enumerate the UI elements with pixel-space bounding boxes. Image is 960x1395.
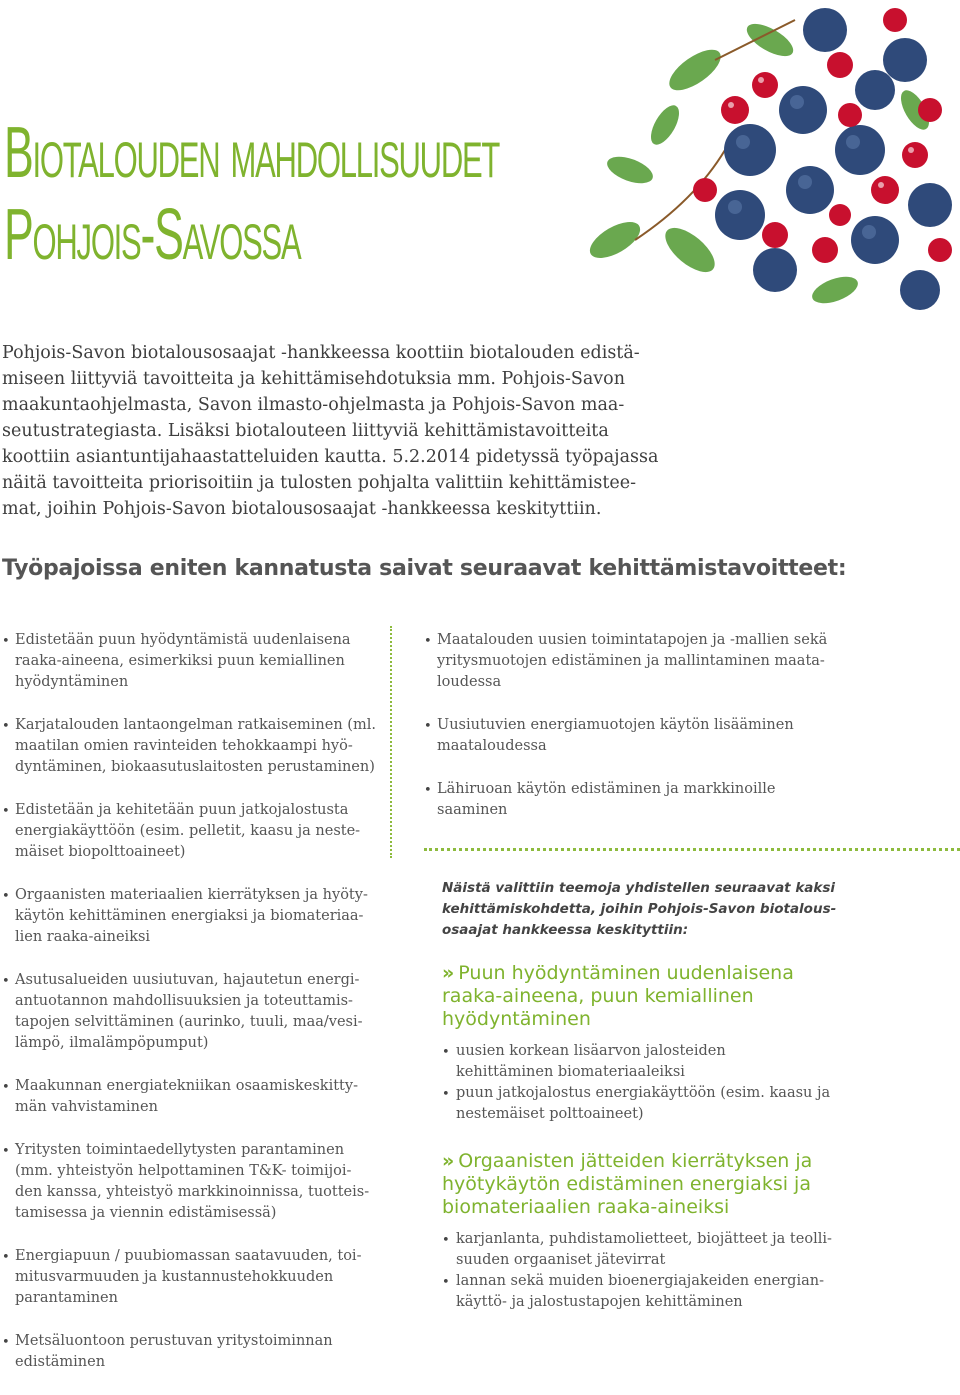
focus-area-wood [442, 962, 942, 1125]
conclusion-line: Näistä valittiin teemoja yhdistellen seuraavat kaksi [442, 880, 836, 896]
intro-line: näitä tavoitteita priorisoitiin ja tulosten pohjalta valittiin kehittämistee- [2, 473, 637, 493]
focus-title-text: Puun hyödyntäminen uudenlaisena [458, 962, 794, 984]
list-item-line: lien raaka-aineiksi [15, 929, 151, 945]
intro-line: mat, joihin Pohjois-Savon biotalousosaajat -hankkeessa keskityttiin. [2, 499, 602, 519]
list-item-line: Maakunnan energiatekniikan osaamiskeskitty- [15, 1078, 358, 1094]
intro-line: Pohjois-Savon biotalousosaajat -hankkeessa koottiin biotalouden edistä- [2, 343, 640, 363]
list-item-line: edistäminen [15, 1354, 106, 1370]
bullet-icon: • [442, 1233, 450, 1248]
bullet-icon: • [2, 1250, 10, 1265]
list-item-line: puun jatkojalostus energiakäyttöön (esim. kaasu ja [456, 1085, 831, 1101]
list-item-line: käyttö- ja jalostustapojen kehittäminen [456, 1294, 743, 1310]
list-item-line: saaminen [437, 802, 508, 818]
page-title [4, 112, 499, 276]
focus-title-line [442, 1173, 942, 1196]
list-item-line: hyödyntäminen [15, 674, 129, 690]
list-item-line: energiakäyttöön (esim. pelletit, kaasu ja neste- [15, 823, 361, 839]
list-item-line: tapojen selvittäminen (aurinko, tuuli, maa/vesi- [15, 1014, 363, 1030]
focus-title-line [442, 962, 942, 985]
section-divider [424, 848, 960, 851]
list-item-line: den kanssa, yhteistyö markkinoinnissa, tuotteis- [15, 1184, 370, 1200]
bullet-icon: • [2, 974, 10, 989]
list-item-line: käytön kehittäminen energiaksi ja biomateriaa- [15, 908, 364, 924]
bullet-icon: • [2, 1144, 10, 1159]
bullet-icon: • [442, 1087, 450, 1102]
intro-line: maakuntaohjelmasta, Savon ilmasto-ohjelmasta ja Pohjois-Savon maa- [2, 395, 625, 415]
list-item-line: raaka-aineena, esimerkiksi puun kemiallinen [15, 653, 345, 669]
list-item-line: Uusiutuvien energiamuotojen käytön lisääminen [437, 717, 794, 733]
conclusion-line: osaajat hankkeessa keskityttiin: [442, 922, 689, 938]
list-item-line: uusien korkean lisäarvon jalosteiden [456, 1043, 726, 1059]
bullet-icon: • [442, 1275, 450, 1290]
list-item-line: parantaminen [15, 1290, 118, 1306]
list-item-line: yritysmuotojen edistäminen ja mallintaminen maata- [437, 653, 825, 669]
focus-area-title [442, 1150, 942, 1219]
list-item-line: Orgaanisten materiaalien kierrätyksen ja hyöty- [15, 887, 368, 903]
list-item-line: Edistetään ja kehitetään puun jatkojalostusta [15, 802, 349, 818]
conclusion-line: kehittämiskohdetta, joihin Pohjois-Savon biotalous- [442, 901, 837, 917]
bullet-icon: • [2, 1080, 10, 1095]
goals-heading: Työpajoissa eniten kannatusta saivat seuraavat kehittämistavoitteet: [2, 556, 847, 581]
list-item-line: Lähiruoan käytön edistäminen ja markkinoille [437, 781, 776, 797]
bullet-icon: • [424, 783, 432, 798]
focus-title-text: raaka-aineena, puun kemiallinen [442, 985, 754, 1007]
list-item [2, 715, 382, 778]
list-item [442, 1229, 942, 1271]
list-item-line: tamisessa ja viennin edistämisessä) [15, 1205, 277, 1221]
column-divider [390, 626, 392, 858]
title-line-1: Biotalouden mahdollisuudet [4, 113, 500, 193]
bullet-icon: • [2, 804, 10, 819]
list-item-line: suuden orgaaniset jätevirrat [456, 1252, 666, 1268]
focus-title-line [442, 985, 942, 1008]
list-item-line: maatilan omien ravinteiden tehokkaampi hyö- [15, 738, 353, 754]
list-item [424, 779, 824, 821]
list-item-line: Asutusalueiden uusiutuvan, hajautetun energi- [15, 972, 360, 988]
bullet-icon: • [424, 719, 432, 734]
intro-line: miseen liittyviä tavoitteita ja kehittämisehdotuksia mm. Pohjois-Savon [2, 369, 625, 389]
list-item [442, 1083, 942, 1125]
list-item [2, 1246, 382, 1309]
chevron-icon: » [442, 962, 455, 984]
list-item [2, 630, 382, 693]
list-item [2, 1140, 382, 1224]
list-item [442, 1271, 942, 1313]
berries-illustration [575, 0, 960, 320]
focus-title-text: biomateriaalien raaka-aineiksi [442, 1196, 730, 1218]
list-item [2, 1331, 382, 1373]
list-item-line: lannan sekä muiden bioenergiajakeiden energian- [456, 1273, 824, 1289]
list-item [442, 1041, 942, 1083]
list-item [2, 885, 382, 948]
list-item-line: loudessa [437, 674, 502, 690]
conclusion-text [442, 878, 942, 941]
focus-area-list [442, 1041, 942, 1125]
list-item-line: mäiset biopolttoaineet) [15, 844, 186, 860]
list-item-line: maataloudessa [437, 738, 547, 754]
focus-title-text: Orgaanisten jätteiden kierrätyksen ja [458, 1150, 813, 1172]
goals-list-right [424, 630, 828, 843]
bullet-icon: • [2, 1335, 10, 1350]
bullet-icon: • [424, 634, 432, 649]
focus-title-line [442, 1008, 942, 1031]
focus-title-line [442, 1196, 942, 1219]
list-item-line: mitusvarmuuden ja kustannustehokkuuden [15, 1269, 334, 1285]
chevron-icon: » [442, 1150, 455, 1172]
list-item-line: nestemäiset polttoaineet) [456, 1106, 644, 1122]
focus-area-title [442, 962, 942, 1031]
focus-area-organic-waste [442, 1150, 942, 1313]
list-item-line: (mm. yhteistyön helpottaminen T&K- toimijoi- [15, 1163, 352, 1179]
list-item-line: män vahvistaminen [15, 1099, 158, 1115]
bullet-icon: • [2, 719, 10, 734]
list-item [2, 1076, 382, 1118]
intro-line: koottiin asiantuntijahaastatteluiden kautta. 5.2.2014 pidetyssä työpajassa [2, 447, 659, 467]
list-item-line: Edistetään puun hyödyntämistä uudenlaisena [15, 632, 351, 648]
list-item [424, 630, 828, 693]
focus-title-text: hyötykäytön edistäminen energiaksi ja [442, 1173, 811, 1195]
focus-area-list [442, 1229, 942, 1313]
goals-list-left [2, 630, 382, 1395]
list-item-line: Metsäluontoon perustuvan yritystoiminnan [15, 1333, 333, 1349]
list-item-line: Energiapuun / puubiomassan saatavuuden, toi- [15, 1248, 362, 1264]
list-item [2, 800, 382, 863]
list-item-line: Yritysten toimintaedellytysten parantaminen [15, 1142, 345, 1158]
focus-title-text: hyödyntäminen [442, 1008, 591, 1030]
bullet-icon: • [2, 889, 10, 904]
bullet-icon: • [442, 1045, 450, 1060]
list-item-line: kehittäminen biomateriaaleiksi [456, 1064, 685, 1080]
list-item [2, 970, 382, 1054]
list-item-line: Maatalouden uusien toimintatapojen ja -mallien sekä [437, 632, 828, 648]
intro-line: seutustrategiasta. Lisäksi biotalouteen liittyviä kehittämistavoitteita [2, 421, 609, 441]
title-line-2: Pohjois-Savossa [4, 195, 301, 275]
focus-title-line [442, 1150, 942, 1173]
intro-paragraph [2, 340, 702, 522]
list-item-line: antuotannon mahdollisuuksien ja toteuttamis- [15, 993, 353, 1009]
bullet-icon: • [2, 634, 10, 649]
list-item-line: Karjatalouden lantaongelman ratkaiseminen (ml. [15, 717, 376, 733]
list-item-line: lämpö, ilmalämpöpumput) [15, 1035, 209, 1051]
list-item [424, 715, 824, 757]
list-item-line: karjanlanta, puhdistamolietteet, biojätteet ja teolli- [456, 1231, 832, 1247]
list-item-line: dyntäminen, biokaasutuslaitosten perustaminen) [15, 759, 375, 775]
